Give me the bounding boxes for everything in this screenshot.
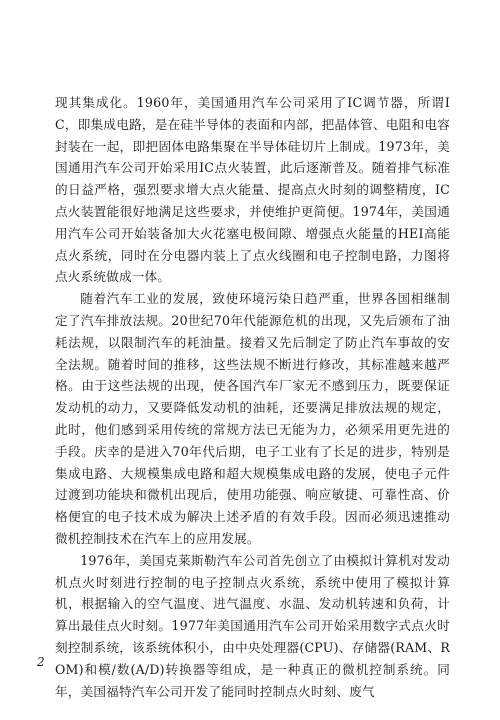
paragraph-1: 现其集成化。1960年，美国通用汽车公司采用了IC调节器，所谓IC，即集成电路，是在硅半导体的表面和内部，把晶体管、电阻和电容封装在一起，即把固体电路集聚在半导体硅切片上制成。1973年，美国通用汽车公司开始采用IC点火装置，此后逐渐普及。随着排气标准的日益严格，强烈要求增大点火能量、提高点火时刻的调整精度，IC点火装置能很好地满足这些要求，并使维护更简便。1974年，美国通用汽车公司开始装备加大火花塞电极间隙、增强点火能量的HEI高能点火系统，同时在分电器内装上了点火线圈和电子控制电路，力图将点火系统做成一体。: [55, 95, 450, 285]
paragraph-3: 1976年，美国克莱斯勒汽车公司首先创立了由模拟计算机对发动机点火时刻进行控制的电子控制点火系统，系统中使用了模拟计算机，根据输入的空气温度、进气温度、水温、发动机转速和负荷，计算出最佳点火时刻。1977年美国通用汽车公司开始采用数字式点火时刻控制系统，该系统体积小，由中央处理器(CPU)、存储器(RAM、ROM)和模/数(A/D)转换器等组成，是一种真正的微机控制系统。同年，美国福特汽车公司开发了能同时控制点火时刻、废气: [55, 552, 450, 699]
page-number: 2: [37, 655, 45, 669]
paragraph-2: 随着汽车工业的发展，致使环境污染日趋严重，世界各国相继制定了汽车排放法规。20世纪70年代能源危机的出现，又先后颁布了油耗法规，以限制汽车的耗油量。接着又先后制定了防止汽车事故的安全法规。随着时间的推移，这些法规不断进行修改，其标准越来越严格。由于这些法规的出现，使各国汽车厂家无不感到压力，既要保证发动机的动力，又要降低发动机的油耗，还要满足排放法规的规定，此时，他们感到采用传统的常规方法已无能为力，必须采用更先进的手段。庆幸的是进入70年代后期，电子工业有了长足的进步，特别是集成电路、大规模集成电路和超大规模集成电路的发展，使电子元件过渡到功能块和微机出现后，使用功能强、响应敏捷、可靠性高、价格便宜的电子技术成为解决上述矛盾的有效手段。因而必须迅速推动微机控制技术在汽车上的应用发展。: [55, 291, 450, 546]
body-text: [55, 92, 450, 702]
